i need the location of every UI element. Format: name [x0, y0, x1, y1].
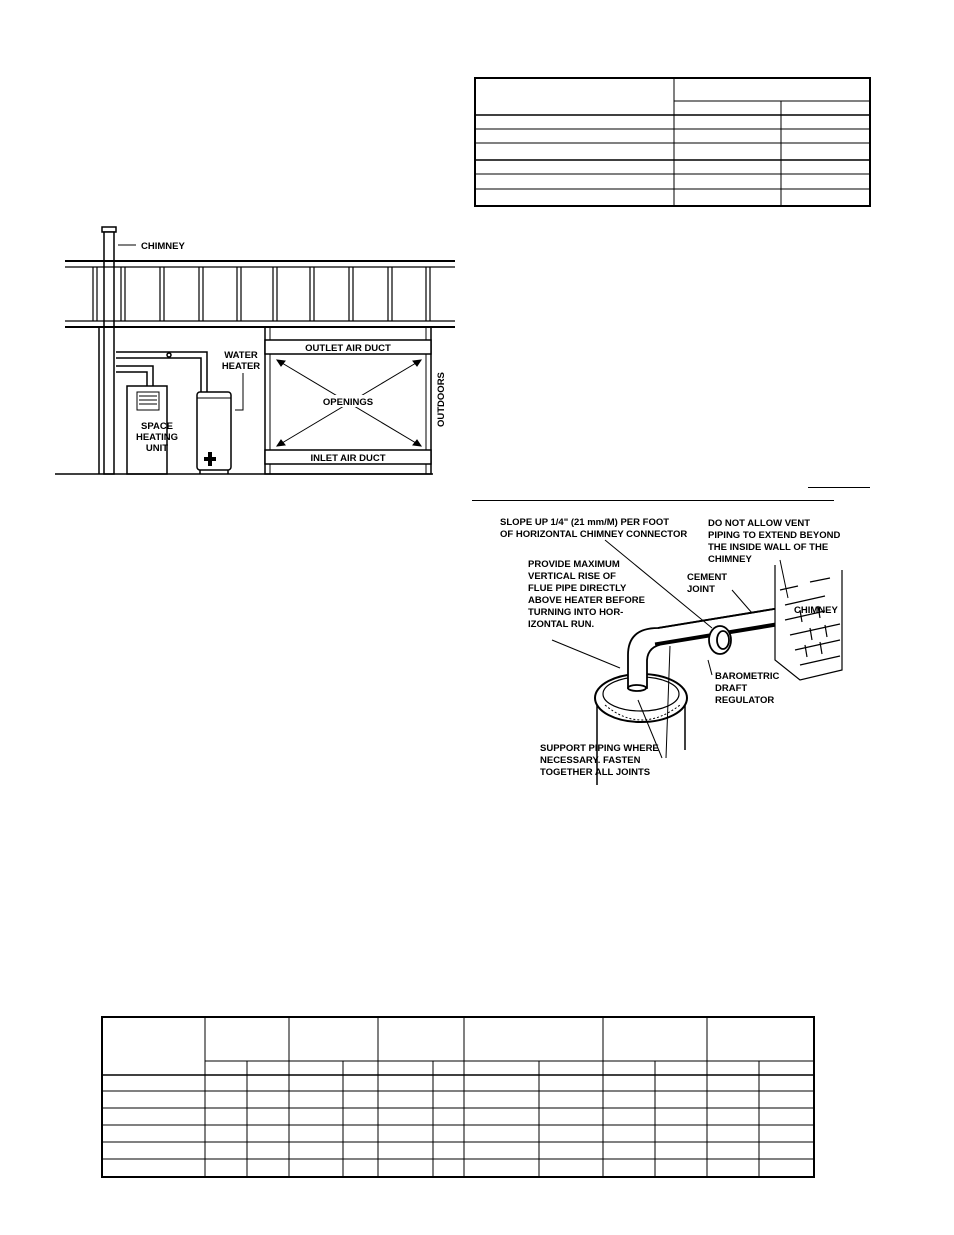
inlet-air-duct-label: INLET AIR DUCT [310, 453, 386, 464]
space-heating-label-3: UNIT [145, 443, 169, 454]
barometric-label-3: REGULATOR [715, 695, 775, 706]
vent-warning-2: PIPING TO EXTEND BEYOND [708, 530, 841, 541]
rise-label-1: PROVIDE MAXIMUM [528, 559, 620, 570]
ventilation-figure [55, 222, 465, 478]
support-label-1: SUPPORT PIPING WHERE [540, 743, 659, 754]
top-right-table-grid [476, 79, 869, 205]
cement-joint-label-2: JOINT [687, 584, 715, 595]
rise-label-6: IZONTAL RUN. [528, 619, 595, 630]
floor-joists [65, 261, 455, 327]
space-heating-label-2: HEATING [135, 432, 179, 443]
bottom-table-grid [103, 1018, 813, 1176]
chimney-stack [102, 227, 116, 474]
barometric-label-1: BAROMETRIC [715, 671, 780, 682]
slope-label-1: SLOPE UP 1/4" (21 mm/M) PER FOOT [500, 517, 670, 528]
outlet-air-duct-label: OUTLET AIR DUCT [305, 343, 391, 354]
water-heater-label-2: HEATER [221, 361, 261, 372]
barometric-label-2: DRAFT [715, 683, 748, 694]
rise-label-4: ABOVE HEATER BEFORE [528, 595, 646, 606]
top-right-table [474, 77, 871, 207]
rise-label-2: VERTICAL RISE OF [528, 571, 616, 582]
water-heater-label-1: WATER [224, 350, 258, 361]
figure-divider [472, 500, 834, 501]
vent-connector-figure [480, 510, 850, 785]
vent-warning-1: DO NOT ALLOW VENT [708, 518, 811, 529]
rise-label-5: TURNING INTO HOR- [528, 607, 624, 618]
cement-joint-label-1: CEMENT [687, 572, 728, 583]
openings-label: OPENINGS [322, 397, 374, 408]
outdoors-label: OUTDOORS [436, 372, 447, 427]
rise-label-3: FLUE PIPE DIRECTLY [528, 583, 627, 594]
slope-label-2: OF HORIZONTAL CHIMNEY CONNECTOR [500, 529, 688, 540]
vent-warning-4: CHIMNEY [708, 554, 752, 565]
chimney-label: CHIMNEY [141, 241, 185, 252]
support-label-2: NECESSARY. FASTEN [540, 755, 641, 766]
chimney-label-2: CHIMNEY [794, 605, 838, 616]
vent-warning-3: THE INSIDE WALL OF THE [708, 542, 829, 553]
support-label-3: TOGETHER ALL JOINTS [540, 767, 651, 778]
barometric-regulator [709, 626, 731, 654]
water-heater [197, 392, 231, 474]
caption-underline [808, 487, 870, 488]
bottom-table [101, 1016, 815, 1178]
space-heating-label-1: SPACE [140, 421, 174, 432]
